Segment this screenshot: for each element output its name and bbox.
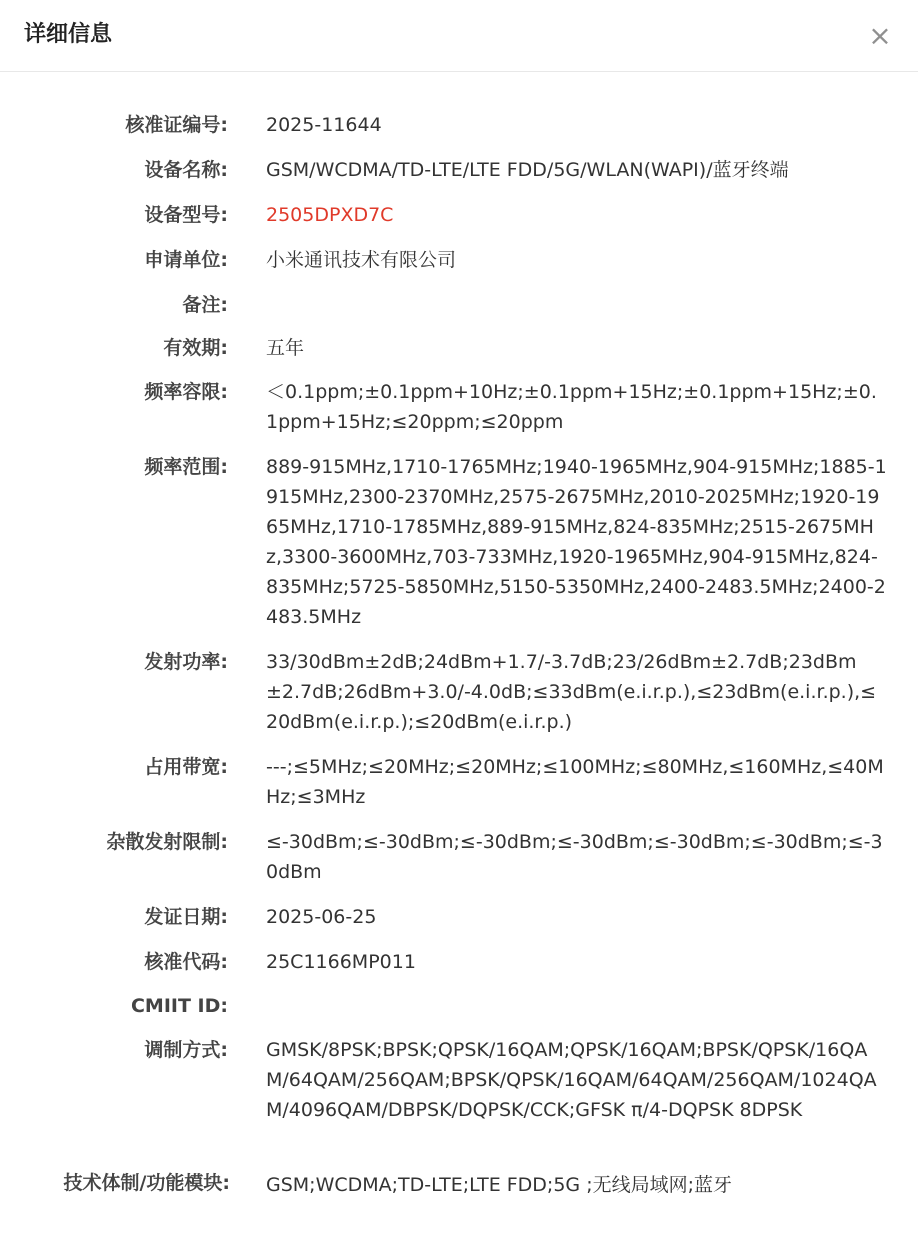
dialog-title: 详细信息 — [24, 22, 113, 47]
value-device-name: GSM/WCDMA/TD-LTE/LTE FDD/5G/WLAN(WAPI)/蓝牙终端 — [266, 159, 789, 181]
label-device-name: 设备名称: — [144, 159, 228, 181]
label-cmiit-id: CMIIT ID: — [130, 995, 228, 1017]
value-spurious: ≤-30dBm;≤-30dBm;≤-30dBm;≤-30dBm;≤-30dBm;≤-30dBm;≤-30dBm — [266, 831, 883, 883]
value-applicant: 小米通讯技术有限公司 — [266, 249, 457, 271]
value-validity: 五年 — [266, 337, 305, 359]
value-approval-no: 2025-11644 — [266, 114, 382, 136]
label-issue-date: 发证日期: — [144, 906, 228, 928]
label-validity: 有效期: — [163, 337, 228, 359]
dialog-header — [0, 0, 918, 72]
value-bandwidth: ---;≤5MHz;≤20MHz;≤20MHz;≤100MHz;≤80MHz,≤160MHz,≤40MHz;≤3MHz — [266, 756, 884, 808]
value-tx-power: 33/30dBm±2dB;24dBm+1.7/-3.7dB;23/26dBm±2.7dB;23dBm±2.7dB;26dBm+3.0/-4.0dB;≤33dBm(e.i.r.p.),≤23dBm(e.i.r.p.),≤20dBm(e.i.r.p.);≤20dBm(e.i.r.p.) — [266, 651, 877, 733]
label-freq-tolerance: 频率容限: — [144, 381, 228, 403]
label-modulation: 调制方式: — [144, 1039, 228, 1061]
value-issue-date: 2025-06-25 — [266, 906, 377, 928]
value-modulation: GMSK/8PSK;BPSK;QPSK/16QAM;QPSK/16QAM;BPSK/QPSK/16QAM/64QAM/256QAM;BPSK/QPSK/16QAM/64QAM/256QAM/1024QAM/4096QAM/DBPSK/DQPSK/CCK;GFSK π/4-DQPSK 8DPSK — [266, 1039, 877, 1121]
label-applicant: 申请单位: — [144, 249, 228, 271]
label-freq-range: 频率范围: — [144, 456, 228, 478]
label-bandwidth: 占用带宽: — [144, 756, 228, 778]
label-approval-code: 核准代码: — [144, 951, 228, 973]
label-tech-system: 技术体制/功能模块: — [63, 1172, 230, 1194]
value-tech-system: GSM;WCDMA;TD-LTE;LTE FDD;5G ;无线局域网;蓝牙 — [266, 1174, 732, 1196]
label-spurious: 杂散发射限制: — [106, 831, 228, 853]
value-freq-range: 889-915MHz,1710-1765MHz;1940-1965MHz,904-915MHz;1885-1915MHz,2300-2370MHz,2575-2675MHz,2010-2025MHz;1920-1965MHz,1710-1785MHz,889-915MHz,824-835MHz;2515-2675MHz,3300-3600MHz,703-733MHz,1920-1965MHz,904-915MHz,824-835MHz;5725-5850MHz,5150-5350MHz,2400-2483.5MHz;2400-2483.5MHz — [266, 456, 887, 628]
value-freq-tolerance: ＜0.1ppm;±0.1ppm+10Hz;±0.1ppm+15Hz;±0.1ppm+15Hz;±0.1ppm+15Hz;≤20ppm;≤20ppm — [266, 381, 877, 433]
value-device-model: 2505DPXD7C — [266, 204, 394, 226]
label-remarks: 备注: — [182, 294, 228, 316]
label-device-model: 设备型号: — [144, 204, 228, 226]
value-approval-code: 25C1166MP011 — [266, 951, 416, 973]
label-tx-power: 发射功率: — [144, 651, 228, 673]
close-icon[interactable]: × — [868, 19, 892, 52]
label-approval-no: 核准证编号: — [125, 114, 228, 136]
